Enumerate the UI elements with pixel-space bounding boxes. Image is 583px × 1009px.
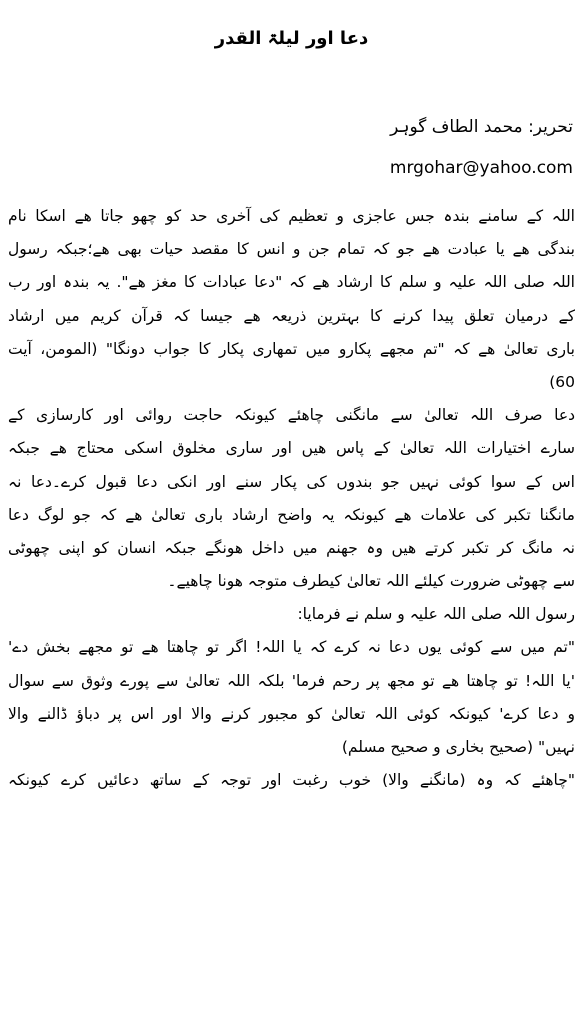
body-line: 60)	[549, 372, 575, 391]
article-body	[8, 200, 575, 797]
body-line: اللہ کے سامنے بندہ جس عاجزی و تعظیم کی آخری حد کو چھو جاتا ھے اسکا نام	[8, 207, 575, 225]
body-line: باری تعالیٰ ھے کہ "تم مجھے پکارو میں تمھاری پکار کا جواب دونگا" (المومن، آیت	[8, 339, 575, 358]
body-line: کے درمیان تعلق پیدا کرنے کا بہترین ذریعہ ھے جیسا کہ قرآن کریم میں ارشاد	[8, 306, 575, 325]
body-line: اس کے سوا کوئی نہیں جو بندوں کی پکار سنے اور انکی دعا قبول کرے۔دعا نہ	[8, 472, 575, 491]
author-email: mrgohar@yahoo.com	[389, 158, 573, 178]
body-line: بندگی ھے یا عبادت ھے جو کہ تمام جن و انس کا مقصد حیات بھی ھے؛جبکہ رسول	[8, 240, 575, 259]
body-line: "چاھئے کہ وہ (مانگنے والا) خوب رغبت اور توجہ کے ساتھ دعائیں کرے کیونکہ	[8, 771, 575, 790]
body-line: سے چھوٹی ضرورت کیلئے اللہ تعالیٰ کیطرف متوجہ ھونا چاھیے۔	[167, 572, 575, 591]
body-line: و دعا کرے' کیونکہ کوئی اللہ تعالیٰ کو مجبور کرنے والا اور اس پر دباؤ ڈالنے والا	[8, 704, 575, 723]
body-line: 'یا اللہ! تو چاھتا ھے تو مجھ پر رحم فرما' بلکہ اللہ تعالیٰ سے پورے وثوق سے سوال	[8, 671, 575, 690]
body-line: نہیں" (صحیح بخاری و صحیح مسلم)	[341, 738, 575, 756]
author-byline: تحریر: محمد الطاف گوہر	[390, 117, 573, 137]
body-line: مانگنا تکبر کی علامات ھے کیونکہ یہ واضح ارشاد باری تعالیٰ ھے کہ جو لوگ دعا	[8, 505, 575, 524]
body-line: "تم میں سے کوئی یوں دعا نہ کرے کہ یا اللہ! اگر تو چاھتا ھے تو مجھے بخش دے'	[8, 638, 575, 657]
body-line: اللہ صلی اللہ علیہ و سلم کا ارشاد ھے کہ "دعا عبادات کا مغز ھے". یہ بندہ اور رب	[8, 273, 575, 292]
document-title: دعا اور لیلۃ القدر	[214, 28, 369, 49]
body-line: نہ مانگ کر تکبر کرتے ھیں وہ جھنم میں داخل ھونگے جبکہ انسان کو اپنی چھوٹی	[8, 538, 575, 557]
body-line: رسول اللہ صلی اللہ علیہ و سلم نے فرمایا:	[297, 605, 575, 624]
body-line: سارے اختیارات اللہ تعالیٰ کے پاس ھیں اور ساری مخلوق اسکی محتاج ھے جبکہ	[8, 439, 575, 458]
body-line: دعا صرف اللہ تعالیٰ سے مانگنی چاھئے کیونکہ حاجت روائی اور کارسازی کے	[8, 406, 575, 425]
